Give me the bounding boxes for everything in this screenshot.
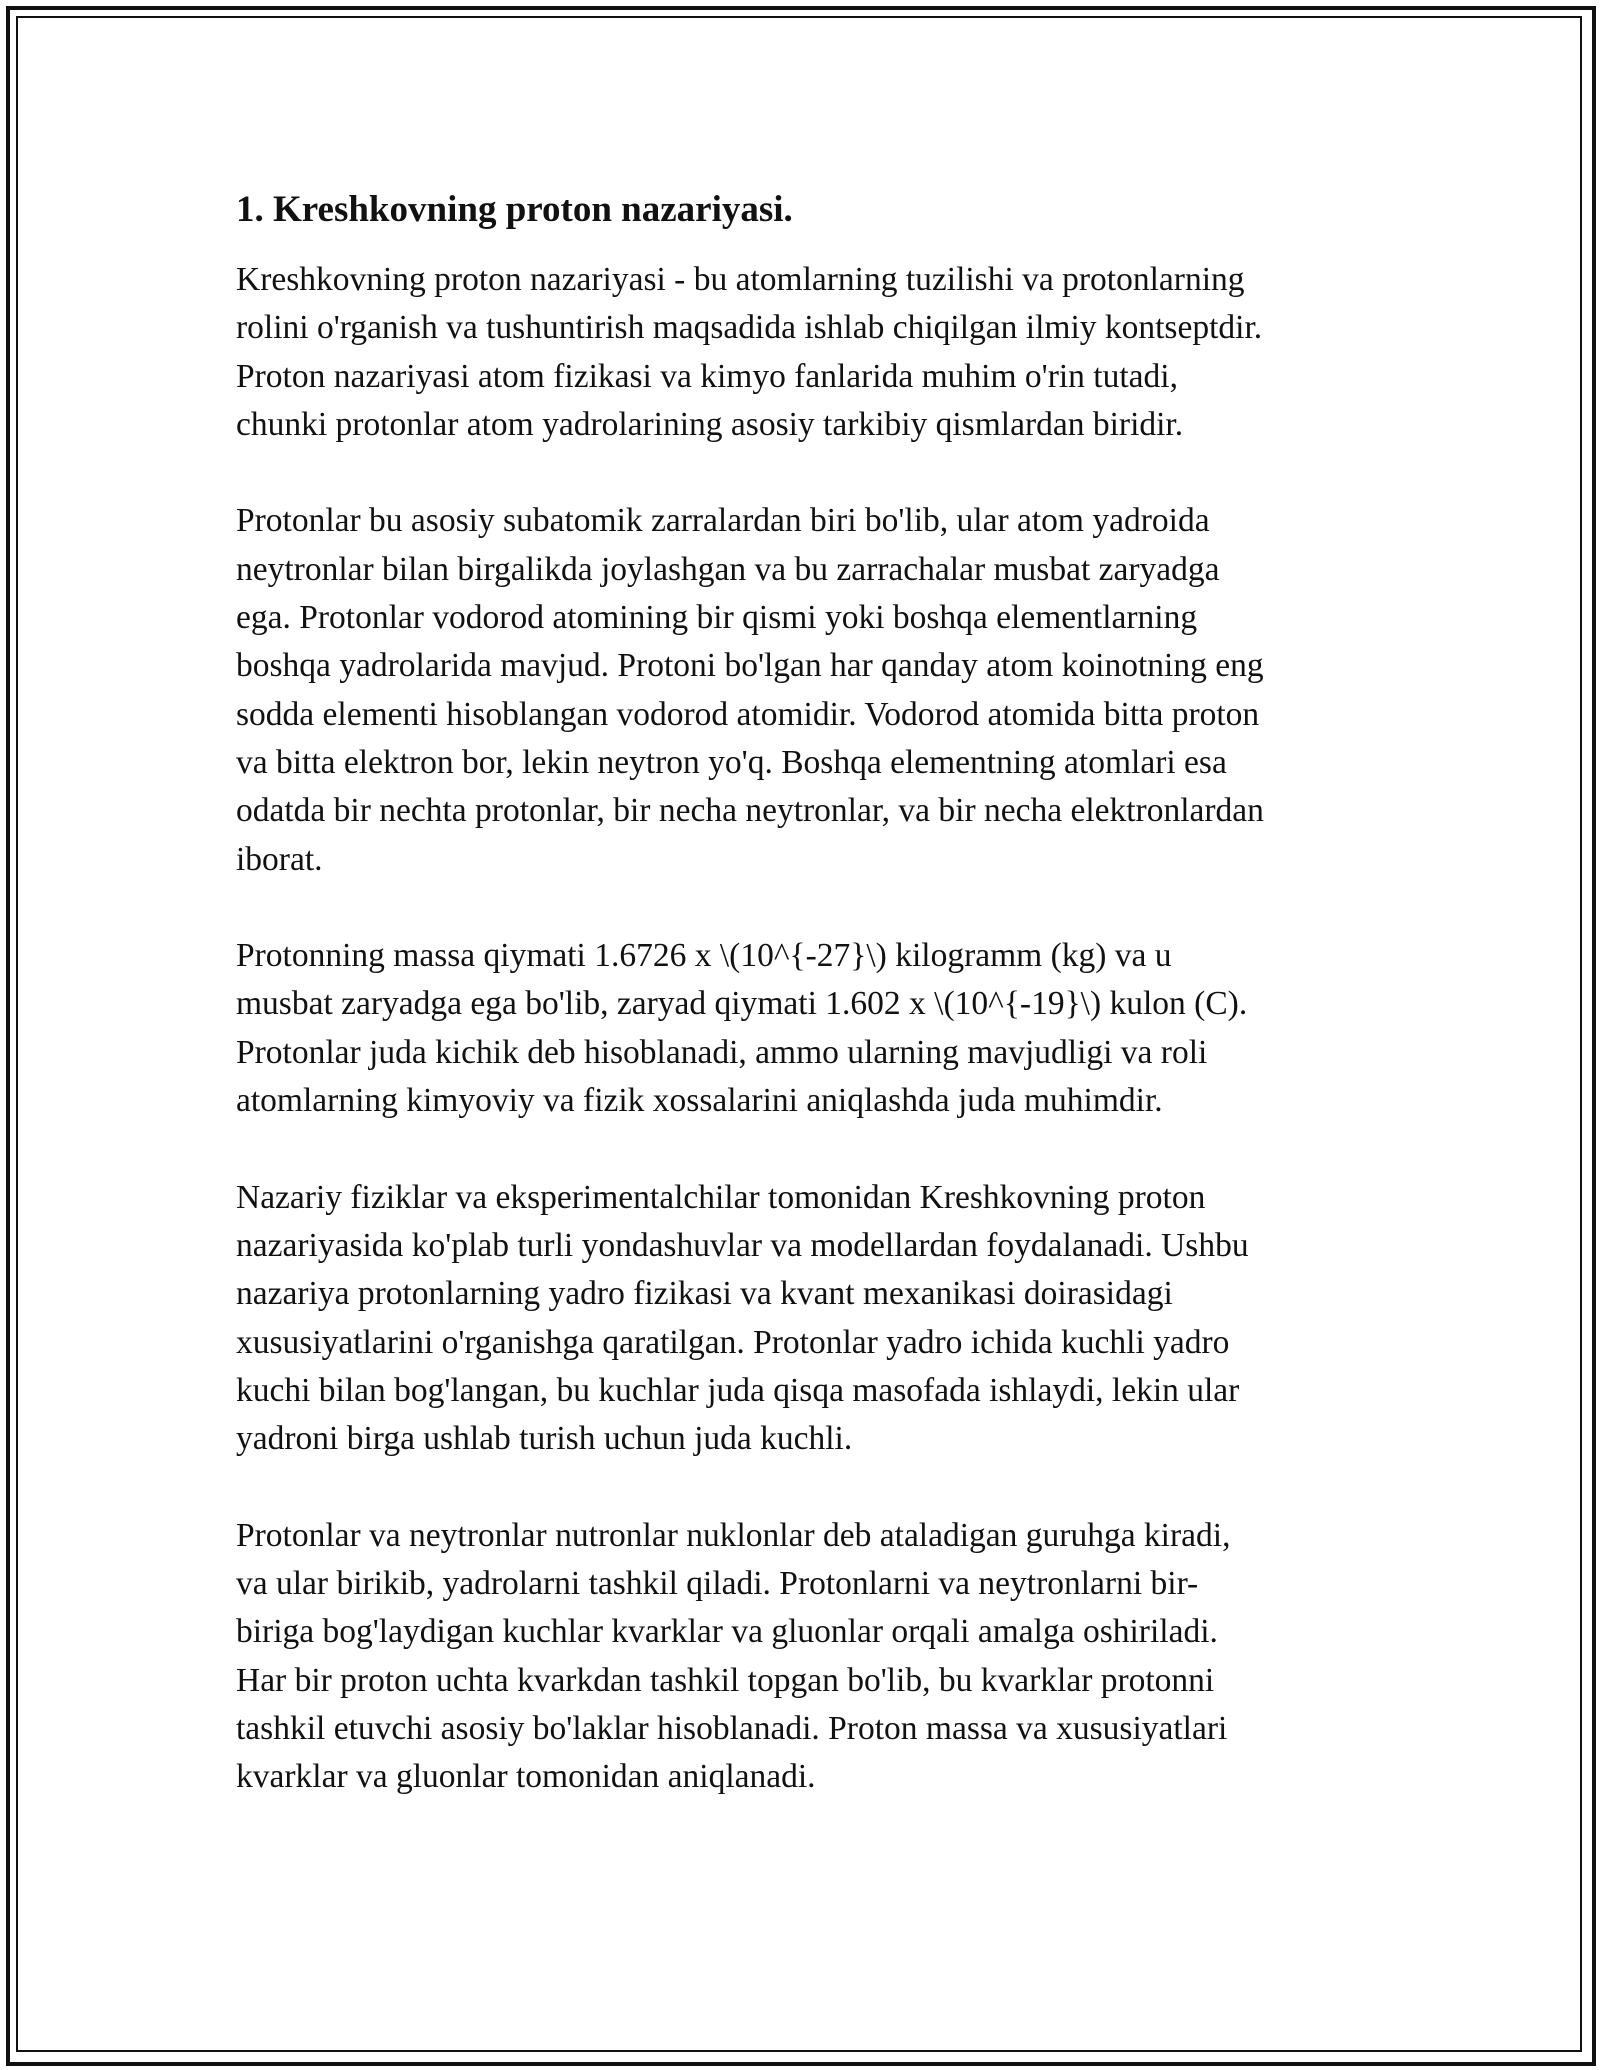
paragraph-line: iborat.	[236, 840, 323, 878]
paragraph-line: va ular birikib, yadrolarni tashkil qiladi. Protonlarni va neytronlarni bir-	[236, 1565, 1199, 1603]
paragraph-line: Protonlar va neytronlar nutronlar nuklonlar deb ataladigan guruhga kiradi,	[236, 1516, 1231, 1554]
paragraph-line: kvarklar va gluonlar tomonidan aniqlanadi.	[236, 1758, 816, 1796]
paragraph-line: kuchi bilan bog'langan, bu kuchlar juda qisqa masofada ishlaydi, lekin ular	[236, 1371, 1240, 1409]
paragraph-line: musbat zaryadga ega bo'lib, zaryad qiymati 1.602 x \(10^{-19}\) kulon (C).	[236, 985, 1248, 1023]
paragraph-5	[236, 1512, 1376, 1802]
paragraph-line: neytronlar bilan birgalikda joylashgan va bu zarrachalar musbat zaryadga	[236, 550, 1220, 588]
paragraph-line: Proton nazariyasi atom fizikasi va kimyo fanlarida muhim o'rin tutadi,	[236, 357, 1178, 395]
paragraph-line: boshqa yadrolarida mavjud. Protoni bo'lgan har qanday atom koinotning eng	[236, 647, 1264, 685]
paragraph-line: yadroni birga ushlab turish uchun juda kuchli.	[236, 1420, 853, 1458]
paragraph-line: nazariyasida ko'plab turli yondashuvlar va modellardan foydalanadi. Ushbu	[236, 1226, 1249, 1264]
document-title: 1. Kreshkovning proton nazariyasi.	[236, 189, 793, 230]
paragraph-line: sodda elementi hisoblangan vodorod atomidir. Vodorod atomida bitta proton	[236, 695, 1260, 733]
paragraph-3	[236, 932, 1376, 1125]
paragraph-line: Protonlar juda kichik deb hisoblanadi, ammo ularning mavjudligi va roli	[236, 1033, 1208, 1071]
paragraph-4	[236, 1174, 1376, 1464]
paragraph-line: biriga bog'laydigan kuchlar kvarklar va gluonlar orqali amalga oshiriladi.	[236, 1613, 1218, 1651]
paragraph-line: chunki protonlar atom yadrolarining asosiy tarkibiy qismlardan biridir.	[236, 405, 1184, 443]
paragraph-line: nazariya protonlarning yadro fizikasi va kvant mexanikasi doirasidagi	[236, 1275, 1173, 1313]
paragraph-line: va bitta elektron bor, lekin neytron yo'q. Boshqa elementning atomlari esa	[236, 743, 1227, 781]
paragraph-line: rolini o'rganish va tushuntirish maqsadida ishlab chiqilgan ilmiy kontseptdir.	[236, 309, 1263, 347]
paragraph-line: atomlarning kimyoviy va fizik xossalarini aniqlashda juda muhimdir.	[236, 1082, 1163, 1120]
paragraph-line: tashkil etuvchi asosiy bo'laklar hisoblanadi. Proton massa va xususiyatlari	[236, 1709, 1228, 1747]
paragraph-line: xususiyatlarini o'rganishga qaratilgan. Protonlar yadro ichida kuchli yadro	[236, 1323, 1230, 1361]
paragraph-line: Protonlar bu asosiy subatomik zarralardan biri bo'lib, ular atom yadroida	[236, 502, 1210, 540]
paragraph-line: Kreshkovning proton nazariyasi - bu atomlarning tuzilishi va protonlarning	[236, 261, 1245, 298]
paragraph-line: ega. Protonlar vodorod atomining bir qismi yoki boshqa elementlarning	[236, 599, 1198, 637]
paragraph-line: Protonning massa qiymati 1.6726 x \(10^{-27}\) kilogramm (kg) va u	[236, 937, 1172, 975]
paragraph-1	[236, 256, 1376, 449]
paragraph-2	[236, 497, 1376, 883]
document-body	[236, 186, 1376, 1850]
paragraph-line: Har bir proton uchta kvarkdan tashkil topgan bo'lib, bu kvarklar protonni	[236, 1661, 1215, 1699]
paragraph-line: odatda bir nechta protonlar, bir necha neytronlar, va bir necha elektronlardan	[236, 792, 1264, 830]
paragraph-line: Nazariy fiziklar va eksperimentalchilar tomonidan Kreshkovning proton	[236, 1178, 1206, 1216]
